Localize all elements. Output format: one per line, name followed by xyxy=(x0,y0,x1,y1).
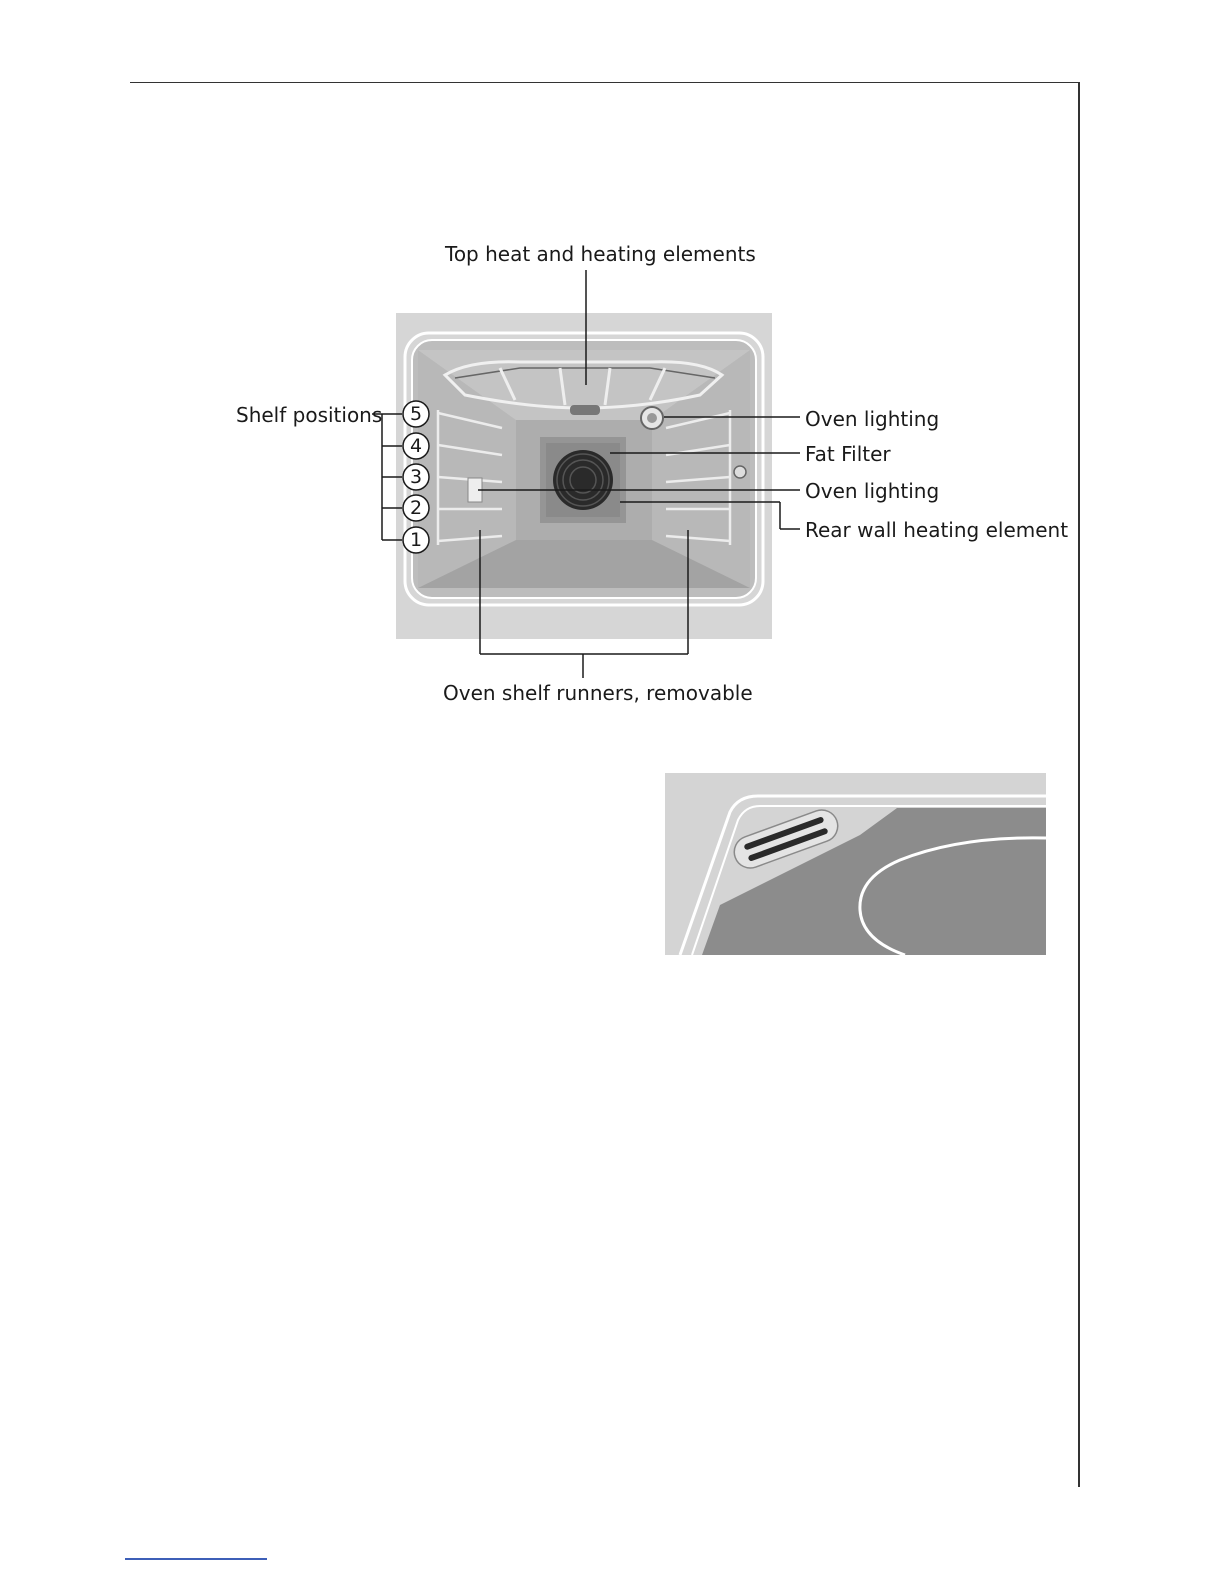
shelf-number-2: 2 xyxy=(409,497,423,519)
shelf-number-3: 3 xyxy=(409,466,423,488)
oven-lighting-top-label: Oven lighting xyxy=(805,407,940,431)
shelf-runners-label: Oven shelf runners, removable xyxy=(443,681,753,705)
footer-link-underline[interactable] xyxy=(125,1558,267,1560)
rear-wall-element-label: Rear wall heating element xyxy=(805,518,1069,542)
top-heat-label: Top heat and heating elements xyxy=(445,242,756,266)
cooktop-vent-illustration xyxy=(665,773,1046,955)
shelf-number-5: 5 xyxy=(409,403,423,425)
shelf-number-1: 1 xyxy=(409,529,423,551)
oven-lighting-rear-label: Oven lighting xyxy=(805,479,940,503)
fat-filter-label: Fat Filter xyxy=(805,442,891,466)
shelf-number-4: 4 xyxy=(409,435,423,457)
oven-interior-illustration xyxy=(396,313,772,639)
shelf-positions-label: Shelf positions xyxy=(236,403,383,427)
